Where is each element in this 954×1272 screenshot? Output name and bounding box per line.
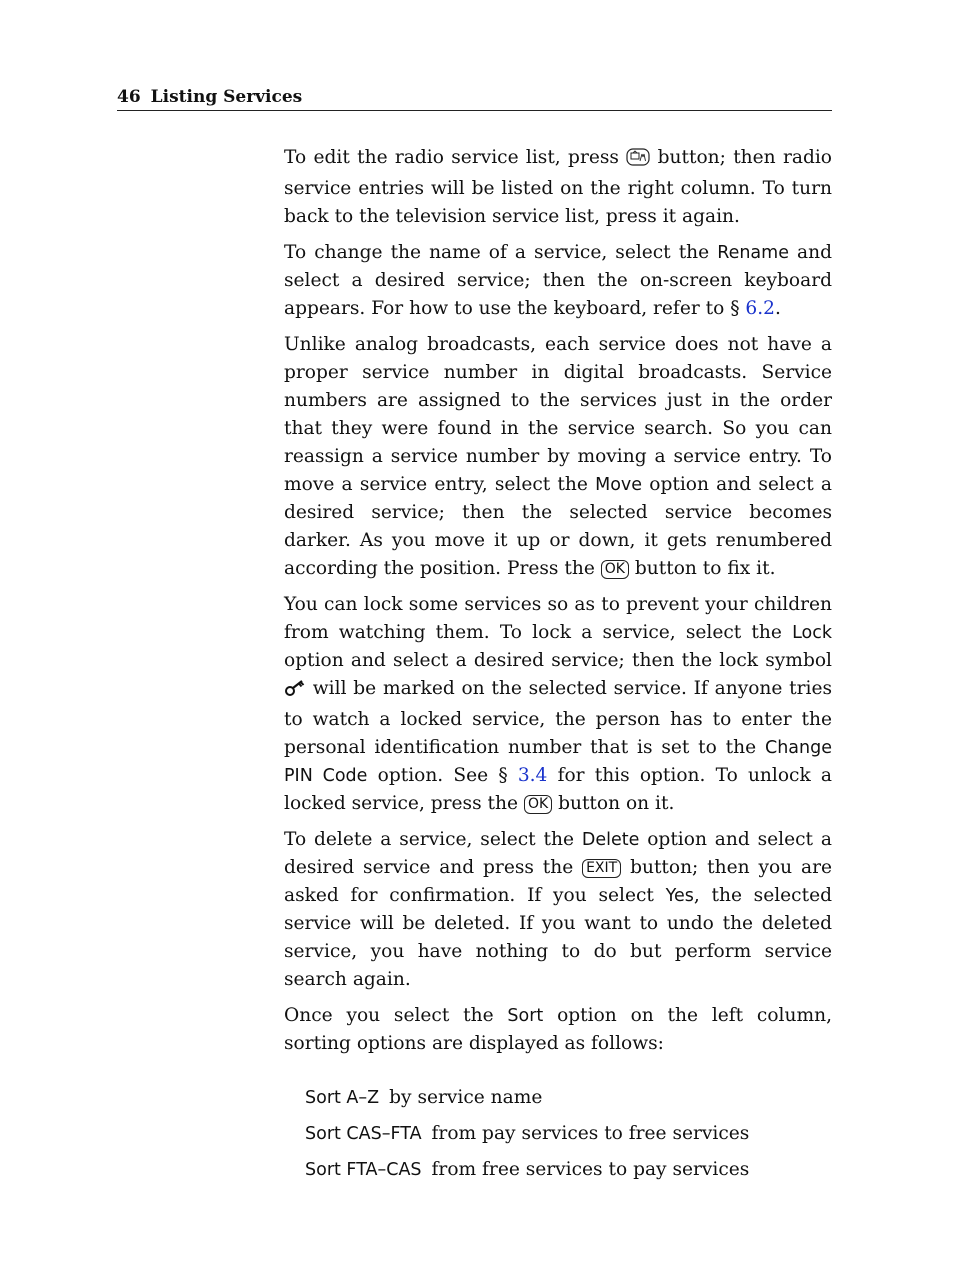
option-sort: Sort — [507, 1006, 544, 1026]
paragraph-lock: You can lock some services so as to prevent your children from watching them. To lock a service, select the Lock option and select a desired service; then the lock symbol will be marked on the selected service. If anyone tries to watch a locked service, the person has to enter the personal identification number that is set to the Change PIN Code option. See § 3.4 for this option. To unlock a locked service, press the OK button on it. — [284, 594, 832, 814]
page-number: 46 — [117, 87, 141, 107]
sort-term: Sort FTA–CAS — [305, 1160, 422, 1180]
sort-term: Sort A–Z — [305, 1088, 380, 1108]
ok-key: OK — [524, 795, 552, 814]
option-rename: Rename — [717, 243, 789, 263]
radio-tv-button-icon — [626, 147, 650, 175]
paragraph-delete: To delete a service, select the Delete option and select a desired service and press the EXIT button; then you are asked for confirmation. If you select Yes, the selected service will be deleted. If you want to undo the deleted service, you have nothing to do but perform service search again. — [284, 829, 832, 990]
sort-term: Sort CAS–FTA — [305, 1124, 422, 1144]
option-change-pin-code: Change PIN Code — [284, 738, 832, 786]
option-delete: Delete — [581, 830, 640, 850]
list-item — [305, 1116, 832, 1152]
list-item — [305, 1080, 832, 1116]
paragraph-rename: To change the name of a service, select the Rename and select a desired service; then the on-screen keyboard appears. For how to use the keyboard, refer to § 6.2. — [284, 242, 832, 319]
paragraph-move: Unlike analog broadcasts, each service does not have a proper service number in digital broadcasts. Service numbers are assigned to the services just in the order that they were found in the service search. So you can reassign a service number by moving a service entry. To move a service entry, select the Move option and select a desired service; then the selected service becomes darker. As you move it up or down, it gets renumbered according the position. Press the OK button to fix it. — [284, 334, 832, 579]
section-link-6-2[interactable]: 6.2 — [745, 298, 775, 319]
sort-description: by service name — [389, 1087, 543, 1108]
option-yes: Yes — [665, 886, 694, 906]
list-item — [305, 1152, 832, 1188]
running-header — [117, 86, 832, 111]
option-lock: Lock — [792, 623, 832, 643]
key-icon — [284, 678, 306, 706]
ok-key: OK — [601, 560, 629, 579]
paragraph-sort: Once you select the Sort option on the left column, sorting options are displayed as follows: — [284, 1005, 832, 1054]
paragraph-radio-list: To edit the radio service list, press button; then radio service entries will be listed on the right column. To turn back to the television service list, press it again. — [284, 147, 832, 227]
body-text — [284, 144, 832, 1188]
sort-options-list — [305, 1080, 832, 1188]
chapter-title: Listing Services — [150, 87, 303, 107]
sort-description: from pay services to free services — [431, 1123, 750, 1144]
sort-description: from free services to pay services — [431, 1159, 750, 1180]
exit-key: EXIT — [582, 859, 621, 878]
option-move: Move — [595, 475, 643, 495]
section-link-3-4[interactable]: 3.4 — [517, 765, 548, 786]
